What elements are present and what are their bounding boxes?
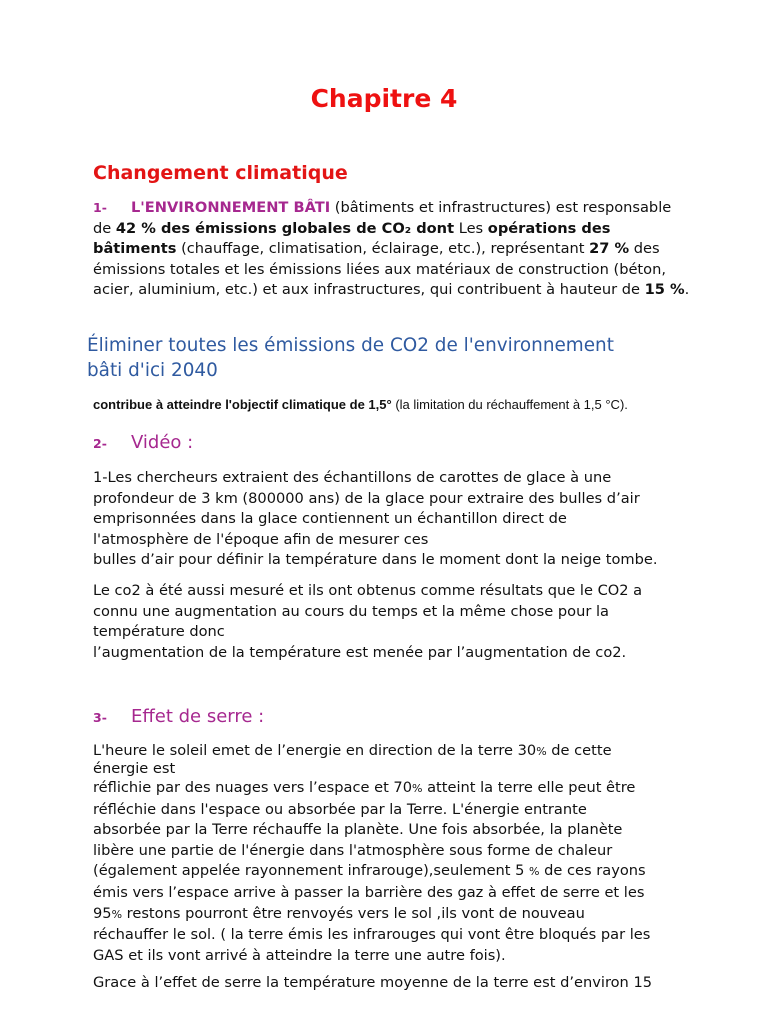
goal-heading-line: bâti d'ici 2040 [87, 360, 218, 381]
text-line [93, 742, 713, 760]
text-line [93, 778, 713, 800]
text-run: (bâtiments et infrastructures) est responsable de [93, 199, 672, 237]
text-line [93, 904, 713, 926]
text-line: Grace à l’effet de serre la température moyenne de la terre est d’environ 15 [93, 974, 653, 991]
section-3-title: Effet de serre : [131, 706, 265, 727]
section-2-heading [93, 432, 193, 453]
goal-heading-line: Éliminer toutes les émissions de CO2 de l'environnement [87, 335, 614, 356]
text-run: restons pourront être renvoyés vers le sol ,ils vont de nouveau [122, 904, 585, 922]
percent-sign: % [412, 782, 423, 795]
text-line: Le co2 à été aussi mesuré et ils ont obtenus comme résultats que le CO2 a [93, 582, 643, 599]
section-1-number: 1- [93, 200, 107, 215]
greenhouse-intro [93, 742, 713, 777]
text-line: température donc [93, 623, 225, 641]
section-1-paragraph [93, 198, 693, 301]
text-line: libère une partie de l'énergie dans l'atmosphère sous forme de chaleur [93, 841, 613, 859]
text-line: bulles d’air pour définir la température dans le moment dont la neige tombe. [93, 551, 658, 569]
text-line: emprisonnées dans la glace contiennent un échantillon direct de [93, 510, 567, 528]
text-line: réchauffer le sol. ( la terre émis les infrarouges qui vont être bloqués par les [93, 926, 651, 944]
chapter-title: Chapitre 4 [310, 84, 458, 113]
text-run: L'heure le soleil emet de l’energie en direction de la terre 30 [93, 742, 537, 759]
text-run: des émissions totales et les émissions liées aux matériaux de construction (béton, acier, aluminium, etc.) et aux infrastructures, qui contribuent à hauteur de [93, 240, 666, 299]
percent-sign: % [111, 907, 123, 921]
goal-heading [87, 333, 727, 383]
text-run: . [684, 281, 690, 299]
goal-note-bold: contribue à atteindre l'objectif climatique de 1,5° [93, 397, 392, 412]
section-2-number: 2- [93, 436, 107, 451]
text-run: (également appelée rayonnement infrarouge),seulement 5 [93, 862, 530, 880]
goal-note [93, 397, 628, 412]
bold-run: 27 % [589, 240, 630, 258]
chapter-subtitle: Changement climatique [93, 162, 348, 184]
text-run: (chauffage, climatisation, éclairage, etc.), représentant [176, 240, 590, 258]
greenhouse-paragraph [93, 778, 713, 966]
text-line: l’augmentation de la température est menée par l’augmentation de co2. [93, 643, 627, 661]
section-3-number: 3- [93, 710, 107, 725]
text-line: réfléchie dans l'espace ou absorbée par la Terre. L'énergie entrante [93, 800, 587, 818]
bold-run: 42 % des émissions globales de CO₂ dont [115, 219, 455, 237]
video-paragraph-2 [93, 581, 713, 663]
text-run: de cette [546, 742, 612, 759]
video-paragraph-1 [93, 468, 713, 571]
text-line: émis vers l’espace arrive à passer la barrière des gaz à effet de serre et les [93, 883, 645, 901]
bold-run: 15 % [644, 281, 685, 299]
greenhouse-conclusion [93, 973, 713, 994]
goal-note-text: (la limitation du réchauffement à 1,5 °C). [391, 397, 628, 412]
text-line [93, 861, 713, 883]
percent-sign: % [529, 865, 540, 879]
text-run: Les [454, 219, 488, 237]
text-line: connu une augmentation au cours du temps et la même chose pour la [93, 602, 609, 620]
text-run: de ces rayons [539, 862, 646, 880]
percent-sign: % [536, 745, 547, 758]
text-run: 95 [93, 904, 112, 922]
section-3-heading [93, 706, 264, 727]
text-line: absorbée par la Terre réchauffe la planète. Une fois absorbée, la planète [93, 821, 623, 839]
section-2-title: Vidéo : [131, 432, 194, 453]
text-run: atteint la terre elle peut être [422, 779, 636, 796]
text-line: l'atmosphère de l'époque afin de mesurer ces [93, 530, 429, 548]
text-line: GAS et ils vont arrivé à atteindre la terre une autre fois). [93, 946, 506, 964]
section-1-heading: L'ENVIRONNEMENT BÂTI [131, 199, 331, 216]
text-line: énergie est [93, 760, 176, 777]
text-line: 1-Les chercheurs extraient des échantillons de carottes de glace à une [93, 469, 612, 486]
text-run: réflichie par des nuages vers l’espace et 70 [93, 779, 412, 796]
bold-run: opérations des bâtiments [93, 219, 611, 258]
text-line: profondeur de 3 km (800000 ans) de la glace pour extraire des bulles d’air [93, 489, 640, 507]
